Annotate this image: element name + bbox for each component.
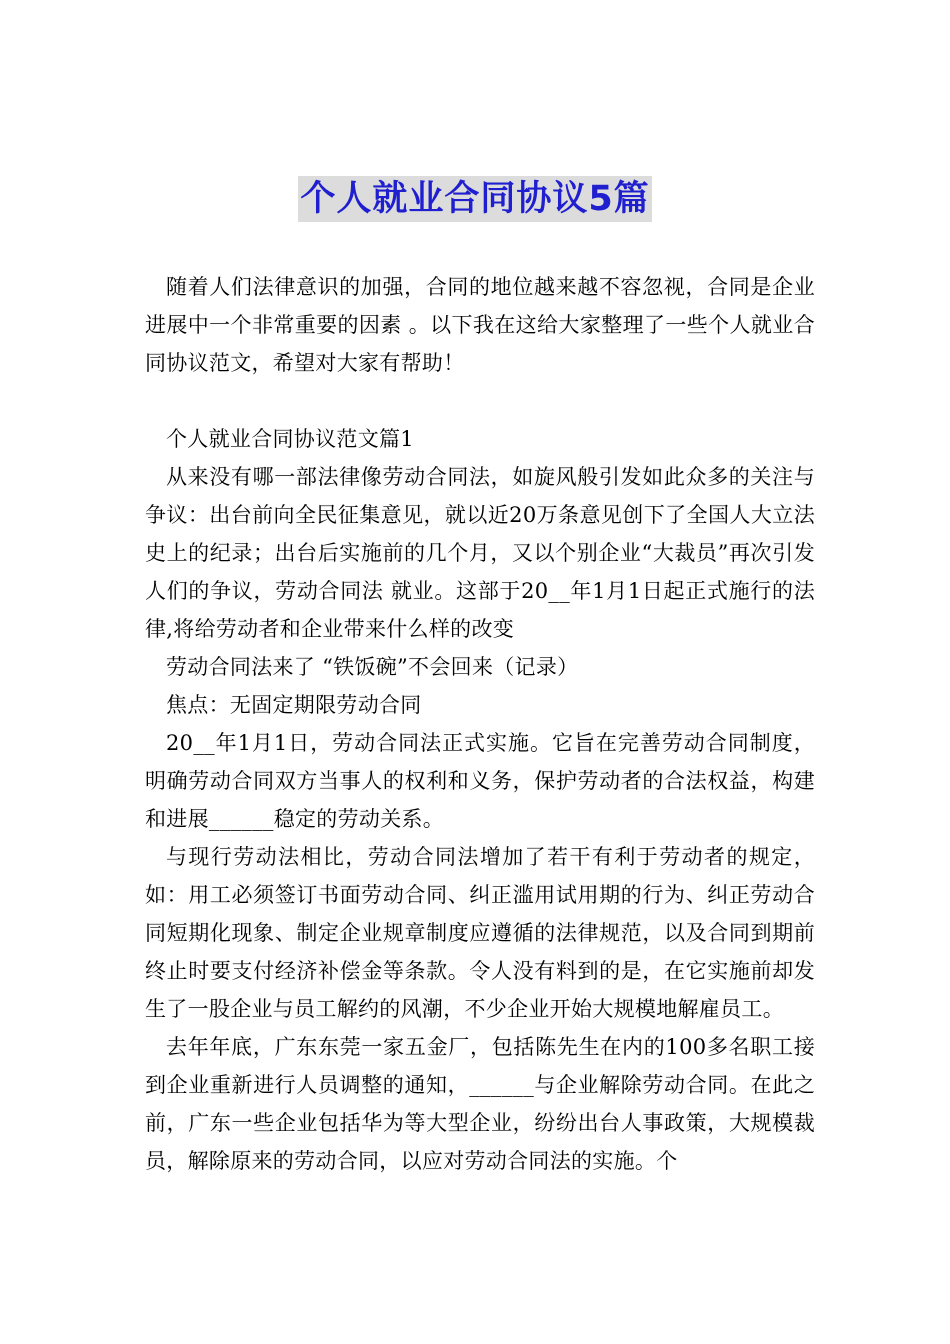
title-container [0, 176, 950, 222]
document-body [145, 268, 815, 1180]
body-paragraph: 焦点：无固定期限劳动合同 [166, 693, 422, 717]
document-title: 个人就业合同协议5篇 [298, 176, 651, 222]
body-paragraph: 去年年底，广东东莞一家五金厂，包括陈先生在内的100多名职工接到企业重新进行人员调整的通知，______与企业解除劳动合同。在此之前，广东一些企业包括华为等大型企业，纷纷出台人事政策，大规模裁员，解除原来的劳动合同，以应对劳动合同法的实施。个 [145, 1035, 815, 1173]
body-paragraph: 从来没有哪一部法律像劳动合同法，如旋风般引发如此众多的关注与争议：出台前向全民征集意见，就以近20万条意见创下了全国人大立法史上的纪录；出台后实施前的几个月，又以个别企业“大裁员”再次引发人们的争议，劳动合同法 就业。这部于20__年1月1日起正式施行的法律,将给劳动者和企业带来什么样的改变 [145, 465, 815, 641]
body-paragraph: 与现行劳动法相比，劳动合同法增加了若干有利于劳动者的规定，如：用工必须签订书面劳动合同、纠正滥用试用期的行为、纠正劳动合同短期化现象、制定企业规章制度应遵循的法律规范，以及合同到期前终止时要支付经济补偿金等条款。令人没有料到的是，在它实施前却发生了一股企业与员工解约的风潮，不少企业开始大规模地解雇员工。 [145, 845, 815, 1021]
intro-paragraph: 随着人们法律意识的加强，合同的地位越来越不容忽视，合同是企业进展中一个非常重要的因素 。以下我在这给大家整理了一些个人就业合同协议范文，希望对大家有帮助！ [145, 275, 815, 375]
section-heading: 个人就业合同协议范文篇1 [166, 427, 414, 451]
body-paragraph: 劳动合同法来了 “铁饭碗”不会回来（记录） [166, 655, 579, 679]
body-paragraph: 20__年1月1日，劳动合同法正式实施。它旨在完善劳动合同制度，明确劳动合同双方当事人的权利和义务，保护劳动者的合法权益，构建和进展______稳定的劳动关系。 [145, 731, 815, 831]
